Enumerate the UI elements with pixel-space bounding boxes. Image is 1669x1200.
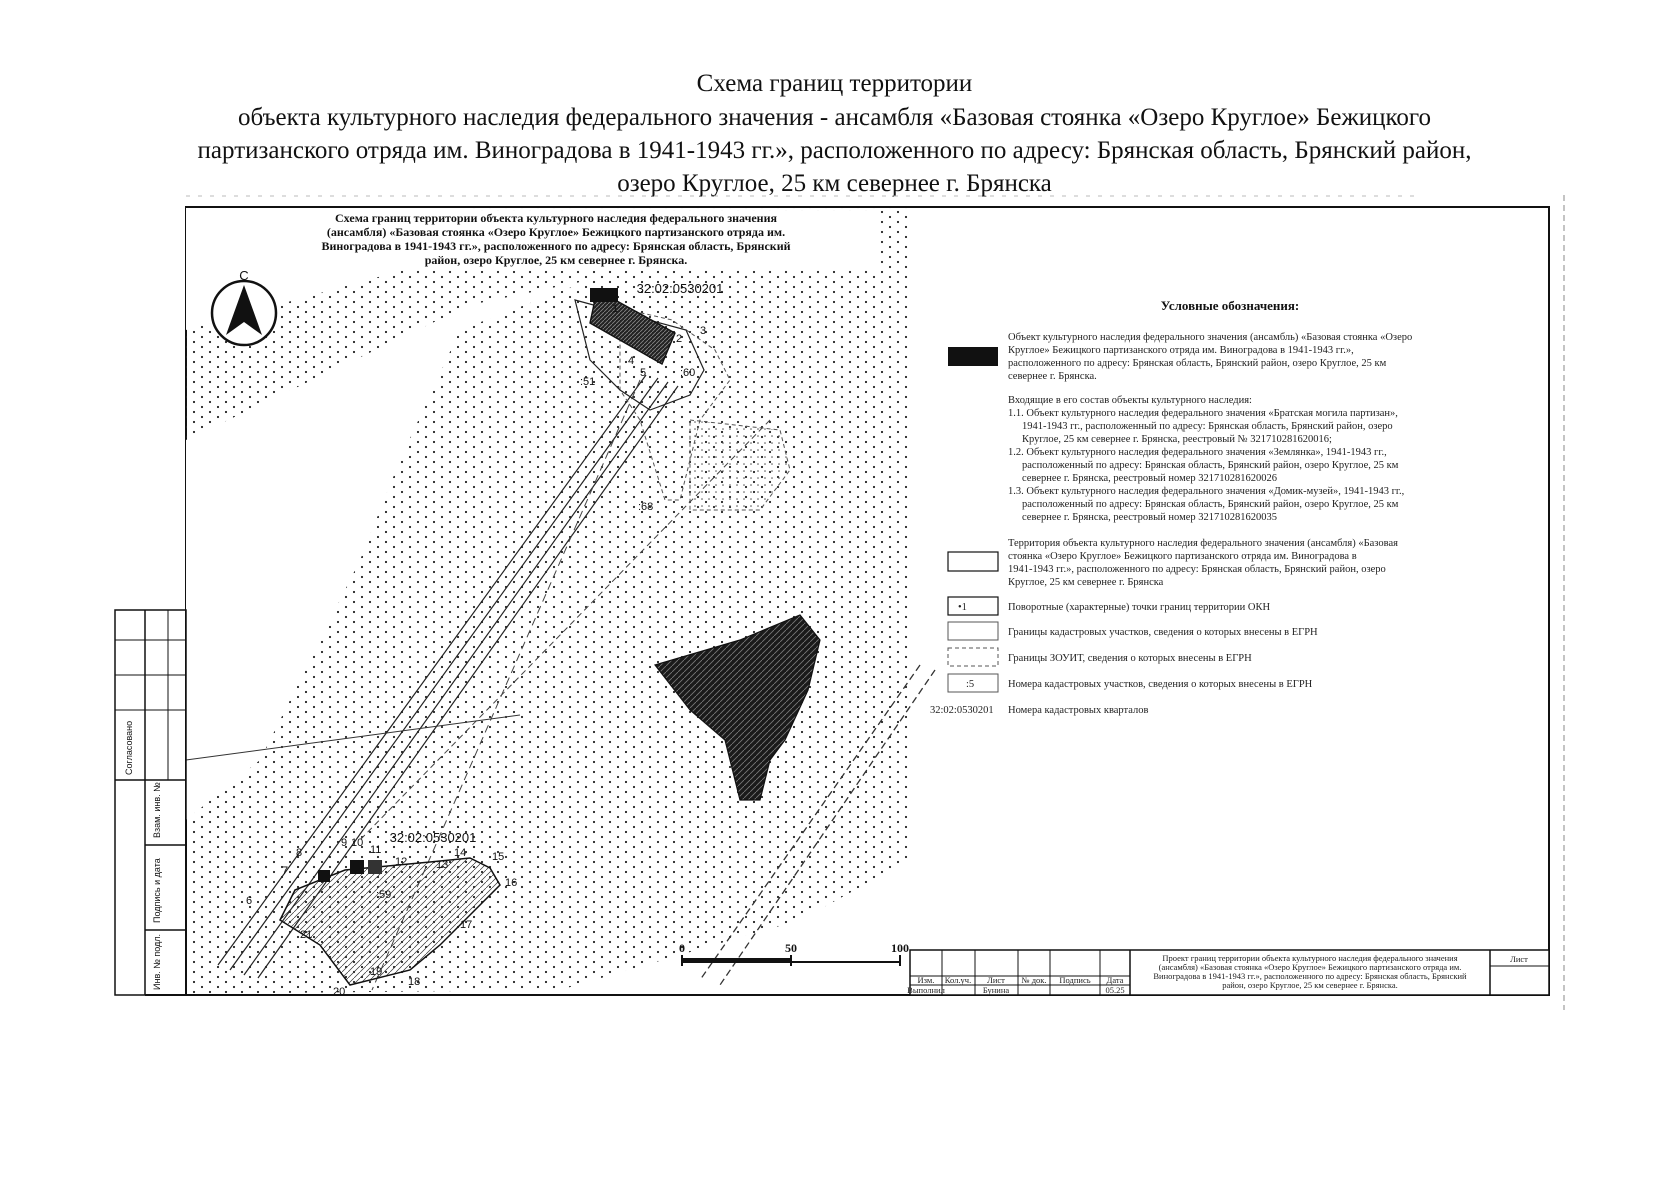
point-label: 10: [351, 837, 364, 849]
cadastral-quarter-top: 32:02:0530201: [636, 281, 724, 296]
svg-text:Виноградова в 1941-1943 гг.»,: Виноградова в 1941-1943 гг.», расположенного по адресу: Брянская область, Брянский: [1153, 971, 1467, 981]
legend-parcel-symbol: :5: [966, 679, 975, 690]
svg-text:1.3. Объект культурного наслед: 1.3. Объект культурного наследия федерального значения «Домик-музей», 1941-1943 гг.,: [1008, 486, 1405, 497]
svg-text:район, озеро Круглое, 25 км се: район, озеро Круглое, 25 км севернее г. Брянска.: [1222, 980, 1398, 990]
legend-points-text: Поворотные (характерные) точки границ территории ОКН: [1008, 602, 1271, 613]
map-title-line-3: Виноградова в 1941-1943 гг.», расположенного по адресу: Брянская область, Брянский: [321, 239, 791, 253]
legend-zouit-swatch: [948, 648, 998, 666]
svg-text:Выполнил: Выполнил: [907, 985, 945, 995]
point-label: 18: [408, 976, 421, 988]
page-title-line-3: партизанского отряда им. Виноградова в 1941-1943 гг.», расположенного по адресу: Брянская область, Брянский район,: [197, 137, 1472, 164]
svg-text:Круглое» Бежицкого партизанско: Круглое» Бежицкого партизанского отряда им. Виноградова в 1941-1943 гг.»,: [1008, 345, 1354, 356]
point-label: 6: [246, 895, 253, 907]
stamp-inv-orig: Инв. № подл.: [152, 933, 162, 990]
point-label: 14: [454, 847, 467, 859]
map-title-line-4: район, озеро Круглое, 25 км севернее г. Брянска.: [424, 253, 688, 267]
svg-text:стоянка «Озеро Круглое» Бежицк: стоянка «Озеро Круглое» Бежицкого партизанского отряда им. Виноградова в: [1008, 551, 1357, 562]
point-label: 2: [676, 333, 683, 345]
point-label: 5: [640, 367, 647, 379]
legend-points-symbol: •1: [958, 602, 967, 613]
cadastral-quarter-bottom: 32:02:0530201: [389, 830, 477, 845]
legend-territory-swatch: [948, 552, 998, 571]
scale-mid: 50: [785, 941, 797, 955]
svg-text:№ док.: № док.: [1021, 975, 1047, 985]
point-label: 16: [505, 877, 518, 889]
legend-zouit-text: Границы ЗОУИТ, сведения о которых внесены в ЕГРН: [1008, 653, 1252, 664]
north-letter: С: [239, 268, 249, 283]
stamp-sign-date: Подпись и дата: [152, 858, 162, 923]
point-label: 12: [395, 856, 408, 868]
object-mass-grave: [318, 870, 330, 882]
svg-text:Лист: Лист: [987, 975, 1005, 985]
parcel-label: :51: [580, 376, 596, 388]
svg-text:Дата: Дата: [1106, 975, 1124, 985]
legend-quarter-symbol: 32:02:0530201: [930, 705, 994, 716]
object-dugout: [350, 860, 364, 874]
page-title-line-1: Схема границ территории: [696, 70, 973, 97]
svg-text:1941-1943 гг., расположенный п: 1941-1943 гг., расположенный по адресу: Брянская область, Брянский район, озеро: [1022, 421, 1393, 432]
side-stamp: [115, 610, 186, 995]
svg-text:Круглое, 25 км севернее г. Бря: Круглое, 25 км севернее г. Брянска: [1008, 577, 1164, 588]
svg-text:севернее г. Брянска.: севернее г. Брянска.: [1008, 371, 1097, 382]
point-label: 19: [370, 966, 383, 978]
svg-text:Подпись: Подпись: [1059, 975, 1091, 985]
page-title-line-4: озеро Круглое, 25 км севернее г. Брянска: [617, 170, 1052, 197]
svg-text:1.2. Объект культурного наслед: 1.2. Объект культурного наследия федерального значения «Землянка», 1941-1943 гг.,: [1008, 447, 1387, 458]
point-label: 4: [628, 355, 635, 367]
svg-text:(ансамбля) «Базовая стоянка «О: (ансамбля) «Базовая стоянка «Озеро Круглое» Бежицкого партизанского отряда им.: [1158, 962, 1462, 972]
point-label: 7: [282, 865, 289, 877]
page-title-line-2: объекта культурного наследия федерального значения - ансамбля «Базовая стоянка «Озеро Круглое» Бежицкого: [237, 104, 1432, 131]
legend: [930, 298, 1412, 716]
svg-text:расположенного по адресу: Брян: расположенного по адресу: Брянская область, Брянский район, озеро Круглое, 25 км: [1008, 358, 1387, 369]
stamp-inv-replace: Взам. инв. №: [152, 782, 162, 838]
svg-text:Круглое, 25 км севернее г. Бря: Круглое, 25 км севернее г. Брянска, реестровый № 321710281620016;: [1022, 434, 1332, 445]
svg-text:1.1. Объект культурного наслед: 1.1. Объект культурного наследия федерального значения «Братская могила партизан»,: [1008, 408, 1398, 419]
parcel-label: :60: [680, 367, 696, 379]
svg-text:Лист: Лист: [1510, 954, 1528, 964]
svg-text:05.25: 05.25: [1105, 985, 1125, 995]
point-label: 9: [341, 837, 348, 849]
legend-object-text: Объект культурного наследия федерального значения (ансамбль) «Базовая стоянка «Озеро: [1008, 332, 1413, 343]
svg-text:севернее г. Брянска, реестровы: севернее г. Брянска, реестровый номер 321710281620026: [1022, 473, 1277, 484]
svg-text:Проект границ территории объек: Проект границ территории объекта культурного наследия федерального значения: [1162, 953, 1458, 963]
point-label: 13: [436, 859, 449, 871]
point-label: 8: [296, 847, 303, 859]
point-label: 15: [492, 851, 505, 863]
object-museum: [368, 860, 382, 874]
legend-points-swatch: [948, 597, 998, 615]
title-block: [907, 950, 1549, 995]
svg-text:расположенный по адресу: Брянс: расположенный по адресу: Брянская область, Брянский район, озеро Круглое, 25 км: [1022, 499, 1399, 510]
point-label: 17: [460, 919, 473, 931]
legend-parcels-swatch: [948, 622, 998, 640]
stamp-agreed: Согласовано: [124, 720, 134, 775]
parcel-label: :68: [638, 501, 654, 513]
legend-included-text: Входящие в его состав объекты культурного наследия:: [1008, 395, 1252, 406]
legend-parcels-text: Границы кадастровых участков, сведения о которых внесены в ЕГРН: [1008, 627, 1318, 638]
point-label: 21: [300, 929, 313, 941]
point-label: 20: [333, 986, 346, 998]
legend-title: Условные обозначения:: [1160, 298, 1300, 313]
point-label: 3: [700, 325, 707, 337]
legend-object-swatch: [948, 347, 998, 366]
legend-territory-text: Территория объекта культурного наследия федерального значения (ансамбля) «Базовая: [1008, 538, 1398, 549]
svg-text:Кол.уч.: Кол.уч.: [944, 975, 972, 985]
svg-text:1941-1943 гг.», расположенного: 1941-1943 гг.», расположенного по адресу: Брянская область, Брянский район, озеро: [1008, 564, 1386, 575]
map-title-line-2: (ансамбля) «Базовая стоянка «Озеро Круглое» Бежицкого партизанского отряда им.: [326, 225, 786, 239]
scale-max: 100: [891, 941, 909, 955]
svg-text:Бунина: Бунина: [982, 985, 1010, 995]
svg-text:Изм.: Изм.: [917, 975, 935, 985]
map-title-line-1: Схема границ территории объекта культурного наследия федерального значения: [335, 211, 777, 225]
svg-text:севернее г. Брянска, реестровы: севернее г. Брянска, реестровый номер 321710281620035: [1022, 512, 1277, 523]
point-label: 1: [612, 303, 619, 315]
legend-parcel-numbers-text: Номера кадастровых участков, сведения о которых внесены в ЕГРН: [1008, 679, 1313, 690]
legend-quarters-text: Номера кадастровых кварталов: [1008, 705, 1149, 716]
point-label: 11: [370, 844, 382, 856]
parcel-label: :59: [376, 889, 392, 901]
svg-text:расположенный по адресу: Брянс: расположенный по адресу: Брянская область, Брянский район, озеро Круглое, 25 км: [1022, 460, 1399, 471]
scale-zero: 0: [679, 941, 685, 955]
